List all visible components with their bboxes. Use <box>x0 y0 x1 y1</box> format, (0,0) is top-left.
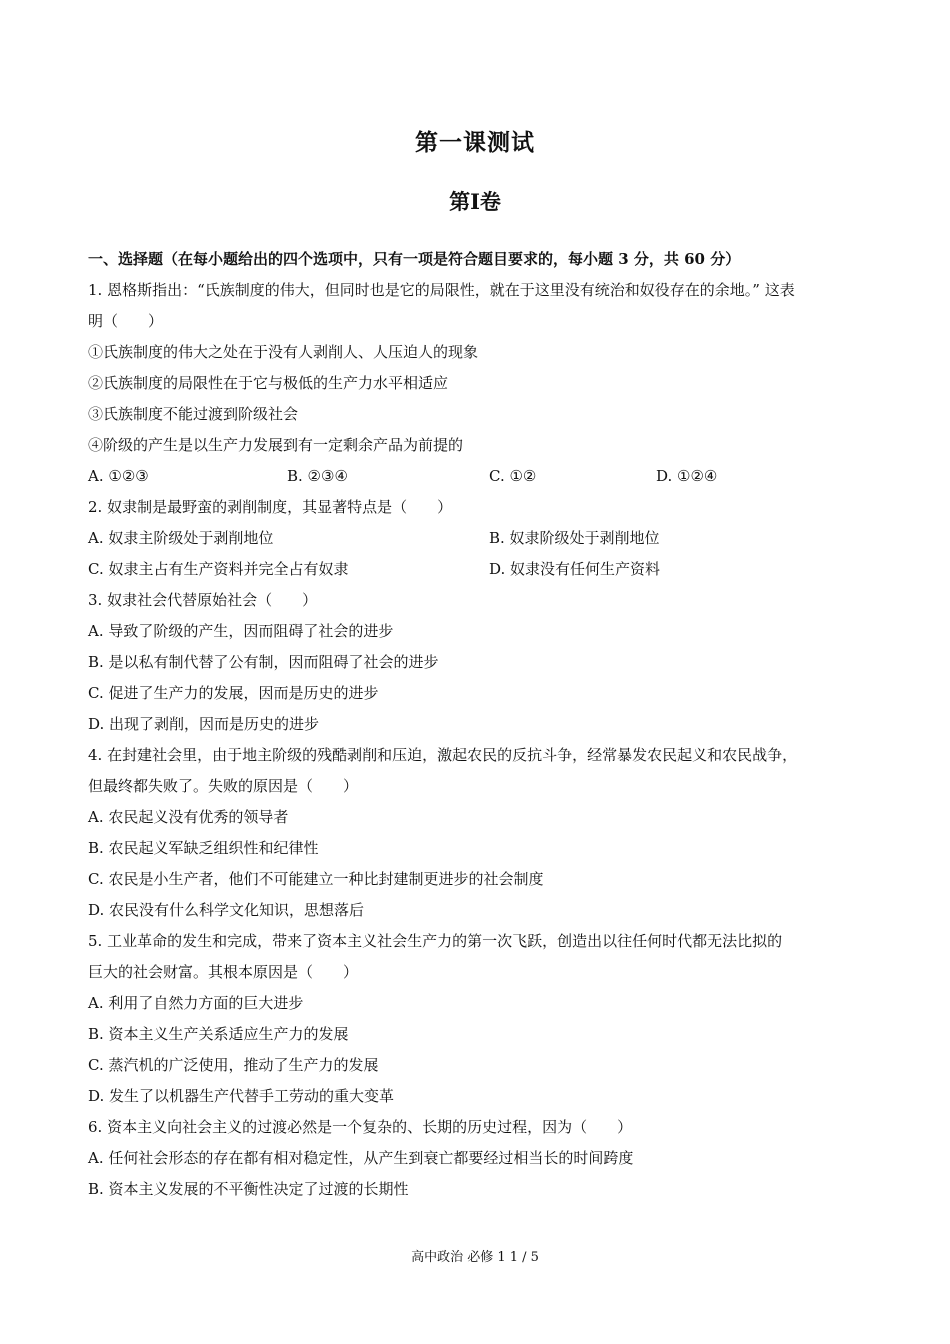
question-5-option-d: D. 发生了以机器生产代替手工劳动的重大变革 <box>88 1087 395 1105</box>
question-4-option-d: D. 农民没有什么科学文化知识，思想落后 <box>88 901 365 919</box>
question-1-statement-1: ①氏族制度的伟大之处在于没有人剥削人、人压迫人的现象 <box>88 343 479 361</box>
option-d: D. ①②④ <box>656 467 718 485</box>
question-6-stem: 6. 资本主义向社会主义的过渡必然是一个复杂的、长期的历史过程，因为（ ） <box>88 1118 633 1136</box>
question-2-stem: 2. 奴隶制是最野蛮的剥削制度，其显著特点是（ ） <box>88 498 453 516</box>
question-5-stem-line-2: 巨大的社会财富。其根本原因是（ ） <box>88 963 359 981</box>
question-3-option-d: D. 出现了剥削，因而是历史的进步 <box>88 715 320 733</box>
option-b: B. 奴隶阶级处于剥削地位 <box>489 529 660 547</box>
option-d: D. 奴隶没有任何生产资料 <box>489 560 661 578</box>
question-1-statement-4: ④阶级的产生是以生产力发展到有一定剩余产品为前提的 <box>88 436 464 454</box>
question-3-option-a: A. 导致了阶级的产生，因而阻碍了社会的进步 <box>88 622 394 640</box>
question-1-options <box>88 461 868 492</box>
question-5-option-b: B. 资本主义生产关系适应生产力的发展 <box>88 1025 349 1043</box>
option-a: A. 奴隶主阶级处于剥削地位 <box>88 529 274 547</box>
question-2-options-row-2 <box>88 554 868 585</box>
option-c: C. ①② <box>489 467 537 485</box>
question-list <box>88 244 868 1205</box>
question-1-stem-line-1: 1. 恩格斯指出：“氏族制度的伟大，但同时也是它的局限性，就在于这里没有统治和奴役存在的余地。” 这表 <box>88 281 795 299</box>
question-4-option-b: B. 农民起义军缺乏组织性和纪律性 <box>88 839 319 857</box>
question-2-options-row-1 <box>88 523 868 554</box>
question-6-option-a: A. 任何社会形态的存在都有相对稳定性，从产生到衰亡都要经过相当长的时间跨度 <box>88 1149 634 1167</box>
option-a: A. ①②③ <box>88 467 149 485</box>
question-3-stem: 3. 奴隶社会代替原始社会（ ） <box>88 591 318 609</box>
option-c: C. 奴隶主占有生产资料并完全占有奴隶 <box>88 560 349 578</box>
question-5-stem-line-1: 5. 工业革命的发生和完成，带来了资本主义社会生产力的第一次飞跃，创造出以往任何时代都无法比拟的 <box>88 932 783 950</box>
question-1-statement-2: ②氏族制度的局限性在于它与极低的生产力水平相适应 <box>88 374 449 392</box>
option-b: B. ②③④ <box>287 467 348 485</box>
section-heading: 一、选择题（在每小题给出的四个选项中，只有一项是符合题目要求的，每小题 3 分，共 60 分） <box>88 250 741 268</box>
question-4-stem-line-2: 但最终都失败了。失败的原因是（ ） <box>88 777 359 795</box>
question-4-stem-line-1: 4. 在封建社会里，由于地主阶级的残酷剥削和压迫，激起农民的反抗斗争，经常暴发农民起义和农民战争， <box>88 746 798 764</box>
question-1-stem-line-2: 明（ ） <box>88 312 164 330</box>
question-5-option-a: A. 利用了自然力方面的巨大进步 <box>88 994 304 1012</box>
question-3-option-c: C. 促进了生产力的发展，因而是历史的进步 <box>88 684 379 702</box>
question-3-option-b: B. 是以私有制代替了公有制，因而阻碍了社会的进步 <box>88 653 439 671</box>
question-5-option-c: C. 蒸汽机的广泛使用，推动了生产力的发展 <box>88 1056 379 1074</box>
volume-title: 第Ⅰ卷 <box>449 189 501 214</box>
page-footer: 高中政治 必修 1 1 / 5 <box>411 1250 539 1265</box>
question-4-option-c: C. 农民是小生产者，他们不可能建立一种比封建制更进步的社会制度 <box>88 870 544 888</box>
question-6-option-b: B. 资本主义发展的不平衡性决定了过渡的长期性 <box>88 1180 409 1198</box>
page-title: 第一课测试 <box>415 129 535 156</box>
question-4-option-a: A. 农民起义没有优秀的领导者 <box>88 808 289 826</box>
question-1-statement-3: ③氏族制度不能过渡到阶级社会 <box>88 405 299 423</box>
